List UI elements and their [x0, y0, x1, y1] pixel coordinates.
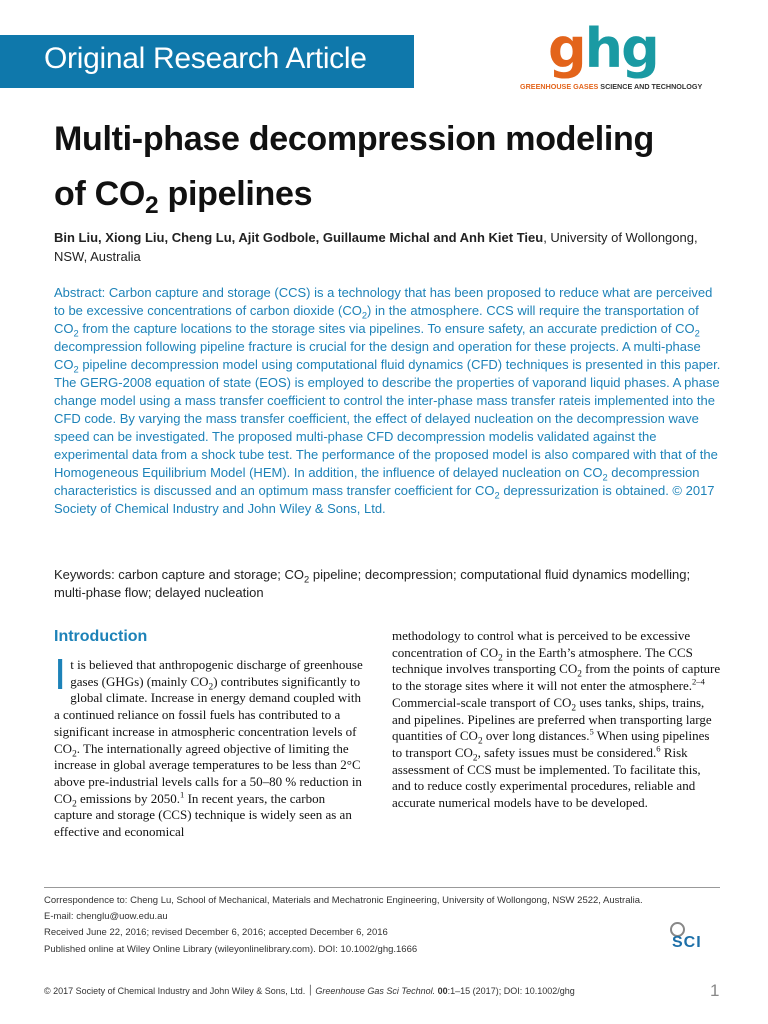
article-title: Multi-phase decompression modeling of $CO_2$ pipelines [54, 120, 654, 219]
correspondence-address: Correspondence to: Cheng Lu, School of Mechanical, Materials and Mechatronic Engineering, University of Wollongong, NSW 2522, Australia. [44, 895, 643, 906]
citation-ref: 2–4 [692, 676, 705, 687]
sci-logo [664, 920, 724, 956]
citation-ref: 1 [180, 789, 185, 800]
footnote-divider [44, 887, 720, 888]
citation-ref: 6 [656, 743, 661, 754]
intro-column-right: methodology to control what is perceived to be excessive concentration of $CO_2$ in the Earth’s atmosphere. The CCS technique involves transporting $CO_2$ from the points of capture to the storage sites where it will not enter the atmosphere.$^{2-4}$ Commercial-scale transport of $CO_2$ uses tanks, ships, trains, and pipelines. Pipelines are preferred when transporting large quantities of $CO_2$ over long distances.$^5$ When using pipelines to transport $CO_2$, safety issues must be considered.$^6$ Risk assessment of CCS must be implemented. To facilitate this, and to reduce costly experimental procedures, reliable and accurate numerical models have to be developed. [392, 628, 721, 811]
author-names: Bin Liu, Xiong Liu, Cheng Lu, Ajit Godbole, Guillaume Michal and Anh Kiet Tieu [54, 230, 544, 245]
journal-name: Greenhouse Gas Sci Technol. [315, 986, 436, 996]
citation-ref: 5 [589, 726, 594, 737]
drop-cap: I [54, 650, 67, 699]
correspondence-block [44, 893, 714, 958]
page-number: 1 [710, 981, 720, 1000]
correspondence-email: E-mail: chenglu@uow.edu.au [44, 911, 168, 923]
received-dates: Received June 22, 2016; revised December 6, 2016; accepted December 6, 2016 [44, 927, 388, 939]
author-affiliation: , University of Wollongong, NSW, Australia [54, 230, 698, 264]
section-heading-introduction: Introduction [54, 628, 148, 645]
journal-logo-subtitle: GREENHOUSE GASES SCIENCE AND TECHNOLOGY [520, 82, 703, 91]
author-list [54, 228, 734, 266]
sci-logo-text: SCI [672, 934, 702, 951]
article-type-label: Original Research Article [44, 42, 367, 75]
page-footer: © 2017 Society of Chemical Industry and John Wiley & Sons, Ltd. ׀ Greenhouse Gas Sci Technol. 00:1–15 (2017); DOI: 10.1002/ghg [44, 986, 575, 996]
publication-info: Published online at Wiley Online Library (wileyonlinelibrary.com). DOI: 10.1002/ghg.1666 [44, 943, 418, 955]
ghg-logo-mark: ghg [548, 17, 658, 80]
intro-column-left: It is believed that anthropogenic discharge of greenhouse gases (GHGs) (mainly $CO_2$) contributes significantly to global climate. Increase in energy demand coupled with a continued reliance on fossil fuels has contributed to a significant increase in atmospheric concentration levels of $CO_2$. The internationally agreed objective of limiting the increase in global average temperatures to be less than 2°C above pre-industrial levels calls for a 50–80 % reduction in $CO_2$ emissions by 2050.$^1$ In recent years, the carbon capture and storage (CCS) technique is widely seen as an effective and economical [54, 650, 363, 840]
abstract: Abstract: Carbon capture and storage (CCS) is a technology that has been proposed to reduce what are perceived to be excessive concentrations of carbon dioxide $(CO_2)$ in the atmosphere. CCS will require the transportation of $CO_2$ from the capture locations to the storage sites via pipelines. To ensure safety, an accurate prediction of $CO_2$ decompression following pipeline fracture is crucial for the design and operation for these projects. A multi-phase $CO_2$ pipeline decompression model using computational fluid dynamics (CFD) techniques is presented in this paper. The GERG-2008 equation of state (EOS) is employed to describe the properties of vaporand liquid phases. A phase change model using a mass transfer coefficient to control the inter-phase mass transfer rateis implemented into the CFD code. By varying the mass transfer coefficient, the effect of delayed nucleation on the decompression wave speed can be investigated. The proposed multi-phase CFD decompression modelis validated against the experimental data from a shock tube test. The performance of the proposed model is also compared with that of the Homogeneous Equilibrium Model (HEM). In addition, the influence of delayed nucleation on $CO_2$ decompression characteristics is discussed and an optimum mass transfer coefficient for $CO_2$ depressurization is obtained. © 2017 Society of Chemical Industry and John Wiley & Sons, Ltd. [54, 285, 721, 516]
keywords: Keywords: carbon capture and storage; $CO_2$ pipeline; decompression; computational fluid dynamics modelling; multi-phase flow; delayed nucleation [54, 567, 691, 600]
journal-logo [520, 17, 730, 94]
